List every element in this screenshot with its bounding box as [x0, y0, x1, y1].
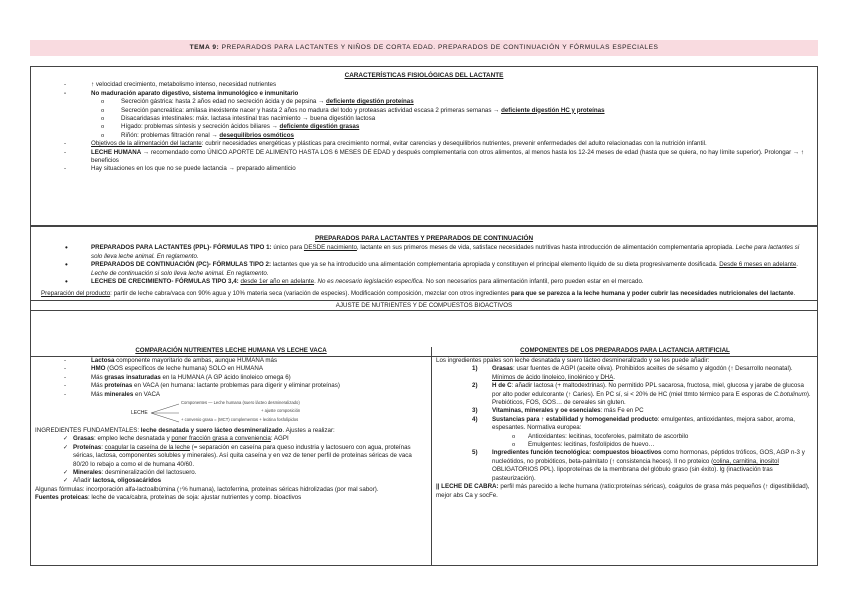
goat-milk-note: || LECHE DE CABRA: perfil más parecido a leche humana (ratio:proteínas séricas), coágulos de grasa más pequeños (↑ digestibilidad), mejor abs Ca y socFe. — [436, 483, 810, 499]
list-item: 3) Vitaminas, minerales y oe esenciales: más Fe en PC — [472, 407, 644, 415]
list-item: - HMO (GOS específicos de leche humana) SOLO en HUMANA — [31, 365, 431, 373]
list-item: ✓ Proteínas: coagular la caseína de la leche (= separación en caseína para queso industria y lactosuero con agua, proteínas séricas, lactosa, componentes solubles y minerales). Así quita caseína y en vez de tener perfil de proteínas séricas de vaca 80/20 lo rebajo a como el de humana 40/60. — [31, 444, 425, 469]
list-item: o Riñón: problemas filtración renal → desequilibrios osmóticos — [31, 132, 817, 140]
title-text: PREPARADOS PARA LACTANTES Y NIÑOS DE CORTA EDAD. PREPARADOS DE CONTINUACIÓN Y FÓRMULAS ESPECIALES — [221, 44, 659, 51]
list-item: o Antioxidantes: lecitinas, tocoferoles, palmitato de ascorbilo — [432, 433, 812, 441]
list-item: • PREPARADOS PARA LACTANTES (PPL)- FÓRMULAS TIPO 1: único para DESDE nacimiento, lactante en sus primeros meses de vida, satisface necesidades nutritivas hasta introducción de alimentación complementaria apropiada. Leche para lactantes si solo lleva leche animal. En reglamento. — [31, 244, 807, 261]
diagram-line-3: + convenio grasa = (MCT) complementos + lecitina fosfolípidos — [181, 417, 299, 423]
list-item: - LECHE HUMANA → recomendado como ÚNICO APORTE DE ALIMENTO HASTA LOS 6 MESES DE EDAD y después complementaria con otros alimentos, al menos hasta los 12-24 meses de edad (hasta que se quiera, no hay límite superior). Prolongar → ↑ beneficios — [31, 149, 817, 166]
page-title — [30, 40, 818, 56]
list-item: - Más minerales en VACA — [31, 391, 431, 399]
ingredients-intro: INGREDIENTES FUNDAMENTALES: leche desnatada y suero lácteo desmineralizado. Ajustes a realizar: — [35, 427, 335, 435]
adjust-heading: AJUSTE DE NUTRIENTES Y DE COMPUESTOS BIOACTIVOS — [31, 300, 817, 311]
physiology-section — [30, 66, 818, 226]
comparison-column — [31, 347, 431, 503]
list-item: o Emulgentes: lecitinas, fosfolípidos de huevo… — [432, 441, 812, 449]
components-intro: Los ingredientes ppales son leche desnatada y suero lácteo desmineralizado y se les puede añadir: — [436, 357, 710, 364]
diagram-label: LECHE — [131, 410, 148, 417]
list-item: 1) Grasas: usar fuentes de AGPI (aceite oliva). Prohibidos aceites de sésamo y algodón (↑ Desarrollo neonatal). Mínimos de ácido linoleico, linolénico y DHA. — [472, 365, 793, 381]
list-item: ✓ Grasas: empleo leche desnatada y poner fracción grasa a conveniencia: AGPI — [31, 435, 425, 443]
protein-sources: Fuentes proteicas: leche de vaca/cabra, proteínas de soja: ajustar nutrientes y comp. bioactivos — [35, 494, 302, 502]
list-item: 2) H de C: añadir lactosa (+ maltodextrinas). No permitido PPL sacarosa, fructosa, miel, glucosa y jarabe de glucosa por alto poder edulcorante (↑ Caries). En PC sí, si < 20% de HC (miel ttmto térmico para E esporas de C.botulinum). Prebióticos, FOS, GOS… de cereales sin gluten. — [472, 382, 811, 407]
list-item: - ↑ velocidad crecimiento, metabolismo intenso, necesidad nutrientes — [31, 81, 817, 89]
product-preparation: Preparación del producto: partir de leche cabra/vaca con 90% agua y 10% materia seca (variación de especies). Modificación composición, mezclar con otros ingredientes para que se parezca a la leche humana y poder cubrir las necesidades nutricionales del lactante. — [41, 290, 796, 298]
handwritten-diagram — [131, 399, 431, 427]
list-item: 5) Ingredientes función tecnológica: compuestos bioactivos como hormonas, péptidos tróficos, GOS, AGP n-3 y nucleótidos, no probióticos, beta-palmitato (↑ consistencia heces). ll no proteico (colina, carnitina, inositol OBLIGATORIOS PPL). lipoproteínas de la membrana del glóbulo graso (sin éxito). lg (inactivación tras pasteurización). — [472, 449, 805, 482]
title-prefix: TEMA 9: — [189, 44, 220, 51]
list-item: o Secreción pancreática: amilasa inexistente nacer y hasta 2 años no madura del todo y proteasas actividad escasa 2 primeras semanas → deficiente digestión HC y proteínas — [31, 107, 817, 115]
list-item: o Disacaridasas intestinales: máx. lactasa intestinal tras nacimiento → buena digestión lactosa — [31, 115, 817, 123]
list-item: - Hay situaciones en los que no se puede lactancia → preparado alimenticio — [31, 165, 817, 173]
preparations-section — [30, 226, 818, 566]
list-item: • PREPARADOS DE CONTINUACIÓN (PC)- FÓRMULAS TIPO 2: lactantes que ya se ha introducido una alimentación complementaria apropiada y constituyen el principal elemento líquido de su dieta progresivamente dosificada. Desde 6 meses en adelante. Leche de continuación si solo lleva leche animal. En reglamento. — [31, 261, 807, 278]
list-item: ✓ Añadir lactosa, oligosacáridos — [31, 477, 425, 485]
list-item: - Más grasas insaturadas en la HUMANA (A GP ácido linoleico omega 6) — [31, 374, 431, 382]
components-column — [431, 347, 818, 566]
section-heading-physiology: CARACTERÍSTICAS FISIOLÓGICAS DEL LACTANTE — [344, 72, 504, 79]
list-item: 4) Sustancias para ↑ estabilidad y homogeneidad producto: emulgentes, antioxidantes, mejora sabor, aroma, espesantes. Normativa europea: — [472, 415, 795, 432]
components-heading: COMPONENTES DE LOS PREPARADOS PARA LACTANCIA ARTIFICIAL — [432, 347, 818, 357]
list-item: • LECHES DE CRECIMIENTO- FÓRMULAS TIPO 3,4: desde 1er año en adelante. No es necesario legislación específica. No son necesarios para alimentación infantil, pero pueden estar en el mercado. — [31, 278, 807, 286]
list-item: ✓ Minerales: desmineralización del lactosuero. — [31, 469, 425, 477]
diagram-line-2: + ajuste composición — [261, 408, 301, 414]
formulas-note: Algunas fórmulas: incorporación alfa-lactoalbúmina (↑% humana), lactoferrina, proteínas séricas hidrolizadas (por mal sabor). — [35, 485, 379, 493]
list-item: o Secreción gástrica: hasta 2 años edad no secreción ácida y de pepsina → deficiente digestión proteínas — [31, 98, 817, 106]
list-item: - Objetivos de la alimentación del lactante: cubrir necesidades energéticas y plásticas para crecimiento normal, evitar carencias y desequilibrios nutrientes, prevenir enfermedades del adulto relacionadas con la nutrición infantil. — [31, 140, 817, 148]
list-item: o Hígado: problemas síntesis y secreción ácidos biliares → deficiente digestión grasas — [31, 123, 817, 131]
section-heading-preparations: PREPARADOS PARA LACTANTES Y PREPARADOS DE CONTINUACIÓN — [314, 235, 534, 242]
list-item: - Lactosa componente mayoritario de ambas, aunque HUMANA más — [31, 357, 431, 365]
comparison-heading: COMPARACIÓN NUTRIENTES LECHE HUMANA VS LECHE VACA — [31, 347, 431, 357]
list-item: - Más proteínas en VACA (en humana: lactante problemas para digerir y eliminar proteínas) — [31, 382, 431, 390]
diagram-line-1: Componentes — Leche humana (suero lácteo desmineralizado) — [181, 400, 300, 406]
list-item: - No maduración aparato digestivo, sistema inmunológico e inmunitario — [31, 90, 817, 98]
